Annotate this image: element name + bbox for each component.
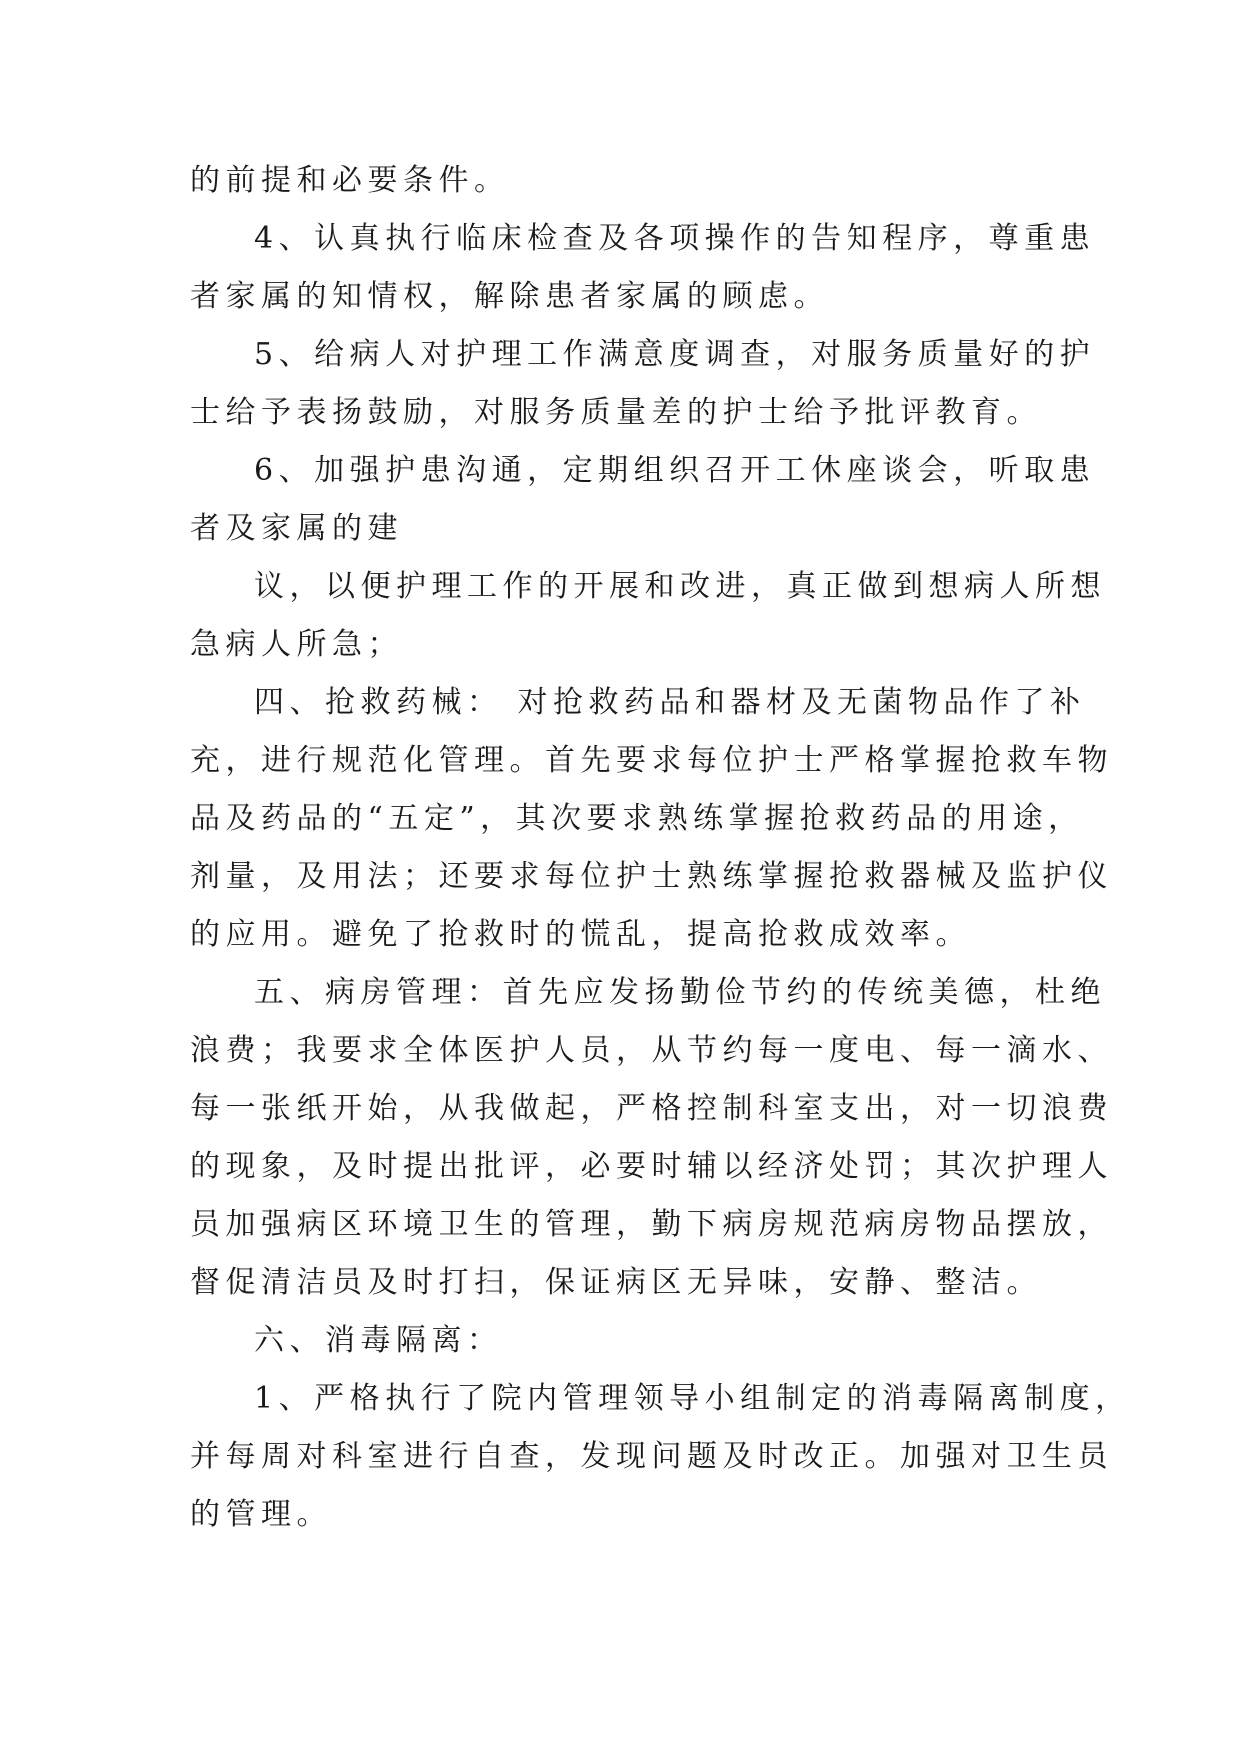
text-line: 急病人所急； [190, 627, 403, 662]
text-line: 者家属的知情权，解除患者家属的顾虑。 [190, 279, 829, 314]
text-line: 1、严格执行了院内管理领导小组制定的消毒隔离制度， [254, 1381, 1131, 1416]
text-line: 品及药品的“五定”，其次要求熟练掌握抢救药品的用途， [190, 801, 1084, 836]
text-line: 浪费；我要求全体医护人员，从节约每一度电、每一滴水、 [190, 1033, 1113, 1068]
text-line: 5、给病人对护理工作满意度调查，对服务质量好的护 [254, 337, 1096, 372]
text-line: 督促清洁员及时打扫，保证病区无异味，安静、整洁。 [190, 1265, 1042, 1300]
text-line: 剂量，及用法；还要求每位护士熟练掌握抢救器械及监护仪 [190, 859, 1113, 894]
text-line: 每一张纸开始，从我做起，严格控制科室支出，对一切浪费 [190, 1091, 1113, 1126]
text-line: 议，以便护理工作的开展和改进，真正做到想病人所想 [254, 569, 1106, 604]
document-body [190, 152, 1131, 1544]
text-line: 六、消毒隔离： [254, 1323, 503, 1358]
text-line: 的现象，及时提出批评，必要时辅以经济处罚；其次护理人 [190, 1149, 1113, 1184]
text-line: 的应用。避免了抢救时的慌乱，提高抢救成效率。 [190, 917, 971, 952]
text-line: 充，进行规范化管理。首先要求每位护士严格掌握抢救车物 [190, 743, 1113, 778]
text-line: 并每周对科室进行自查，发现问题及时改正。加强对卫生员 [190, 1439, 1113, 1474]
text-line: 的管理。 [190, 1497, 332, 1532]
text-line: 士给予表扬鼓励，对服务质量差的护士给予批评教育。 [190, 395, 1042, 430]
text-line: 者及家属的建 [190, 511, 403, 546]
text-line: 员加强病区环境卫生的管理，勤下病房规范病房物品摆放， [190, 1207, 1113, 1242]
text-line: 4、认真执行临床检查及各项操作的告知程序，尊重患 [254, 221, 1096, 256]
text-line: 的前提和必要条件。 [190, 163, 510, 198]
text-line: 四、抢救药械： 对抢救药品和器材及无菌物品作了补 [254, 685, 1086, 720]
text-line: 五、病房管理：首先应发扬勤俭节约的传统美德，杜绝 [254, 975, 1106, 1010]
text-line: 6、加强护患沟通，定期组织召开工休座谈会，听取患 [254, 453, 1096, 488]
